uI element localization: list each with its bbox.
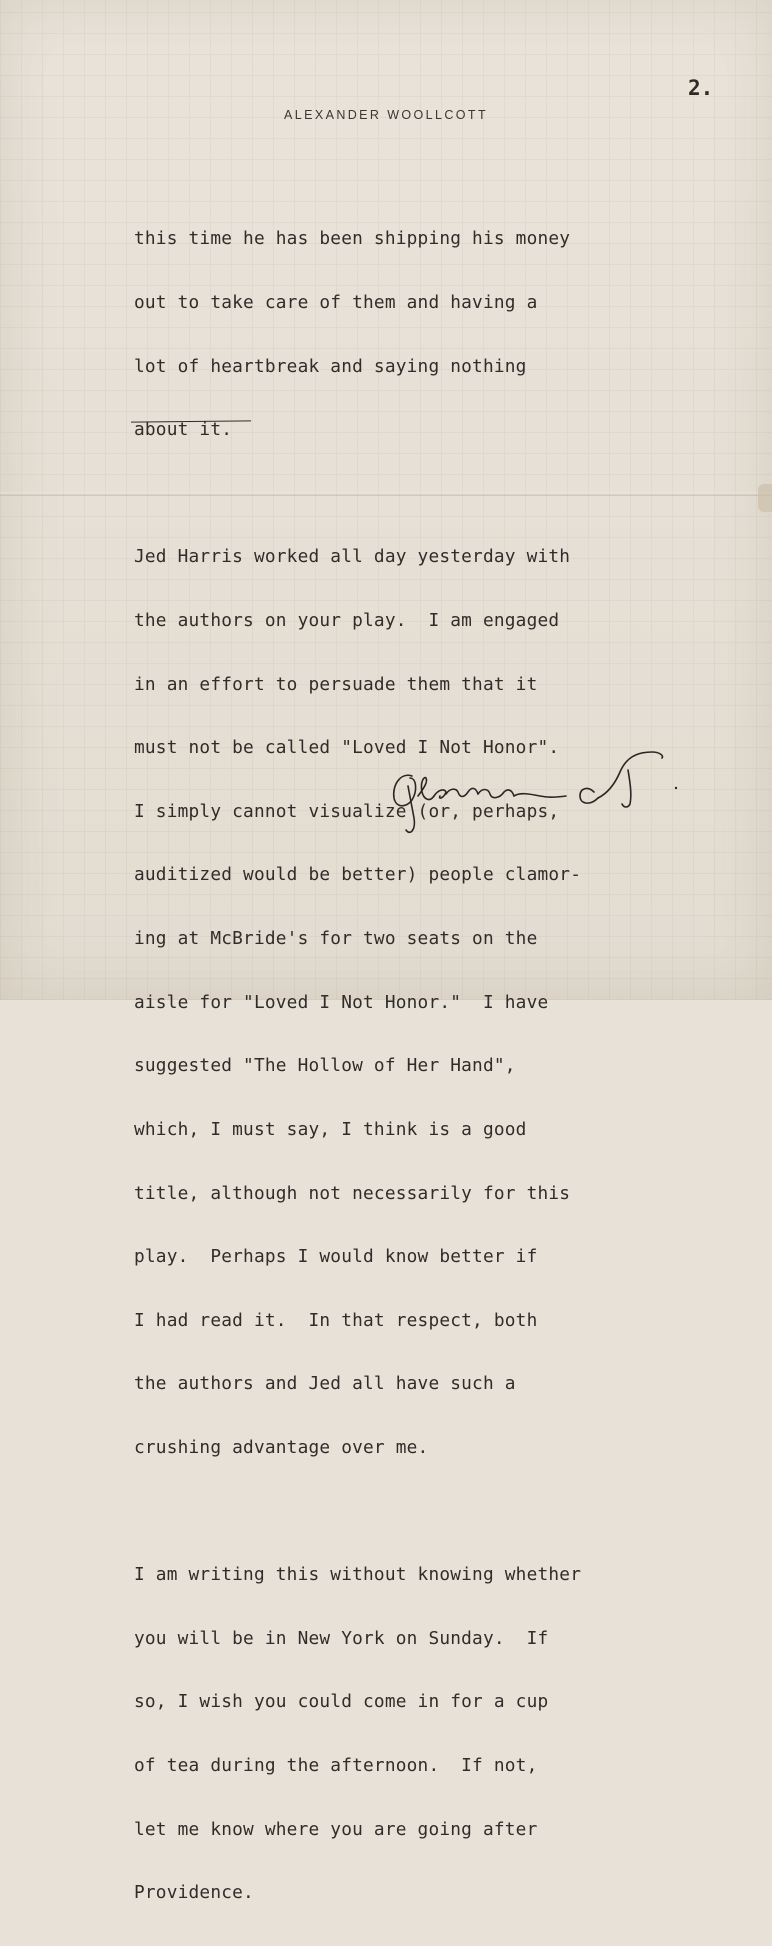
text-line: crushing advantage over me. (134, 1436, 429, 1458)
text-line: of tea during the afternoon. If not, (134, 1755, 538, 1776)
text-line: Jed Harris worked all day yesterday with (134, 546, 571, 568)
paragraph-1 (134, 186, 754, 483)
text-line: you will be in New York on Sunday. If (134, 1627, 549, 1649)
text-line: let me know where you are going after (134, 1818, 538, 1840)
letter-body (134, 186, 754, 1946)
letterhead: ALEXANDER WOOLLCOTT (284, 108, 488, 122)
text-line: auditized would be better) people clamor- (134, 864, 582, 886)
text-line: lot of heartbreak and saying nothing (134, 355, 527, 377)
text-line: title, although not necessarily for this (134, 1182, 571, 1204)
text-line: play. Perhaps I would know better if (134, 1246, 538, 1268)
text-line: Providence. (134, 1882, 254, 1904)
text-line: so, I wish you could come in for a cup (134, 1691, 549, 1713)
text-line: I am writing this without knowing whether (134, 1564, 582, 1586)
text-line: this time he has been shipping his money (134, 228, 571, 250)
text-line: ing at McBride's for two seats on the (134, 928, 538, 950)
paper-edge-tear (758, 484, 772, 512)
text-line: aisle for "Loved I Not Honor." I have (134, 991, 549, 1013)
page-number: 2. (688, 76, 714, 100)
text-line: I simply cannot visualize (or, perhaps, (134, 800, 560, 822)
text-line: the authors on your play. I am engaged (134, 610, 560, 632)
paragraph-3 (134, 1522, 754, 1946)
text-line: I had read it. In that respect, both (134, 1309, 538, 1331)
text-line: in an effort to persuade them that it (134, 673, 538, 695)
text-line: the authors and Jed all have such a (134, 1373, 516, 1395)
text-line: out to take care of them and having a (134, 292, 538, 314)
text-line: suggested "The Hollow of Her Hand", (134, 1055, 516, 1077)
paragraph-2 (134, 504, 754, 1501)
text-line: about it. (134, 419, 233, 441)
text-line: which, I must say, I think is a good (134, 1118, 527, 1140)
text-line: must not be called "Loved I Not Honor". (134, 737, 560, 759)
handwritten-signature (380, 742, 690, 842)
